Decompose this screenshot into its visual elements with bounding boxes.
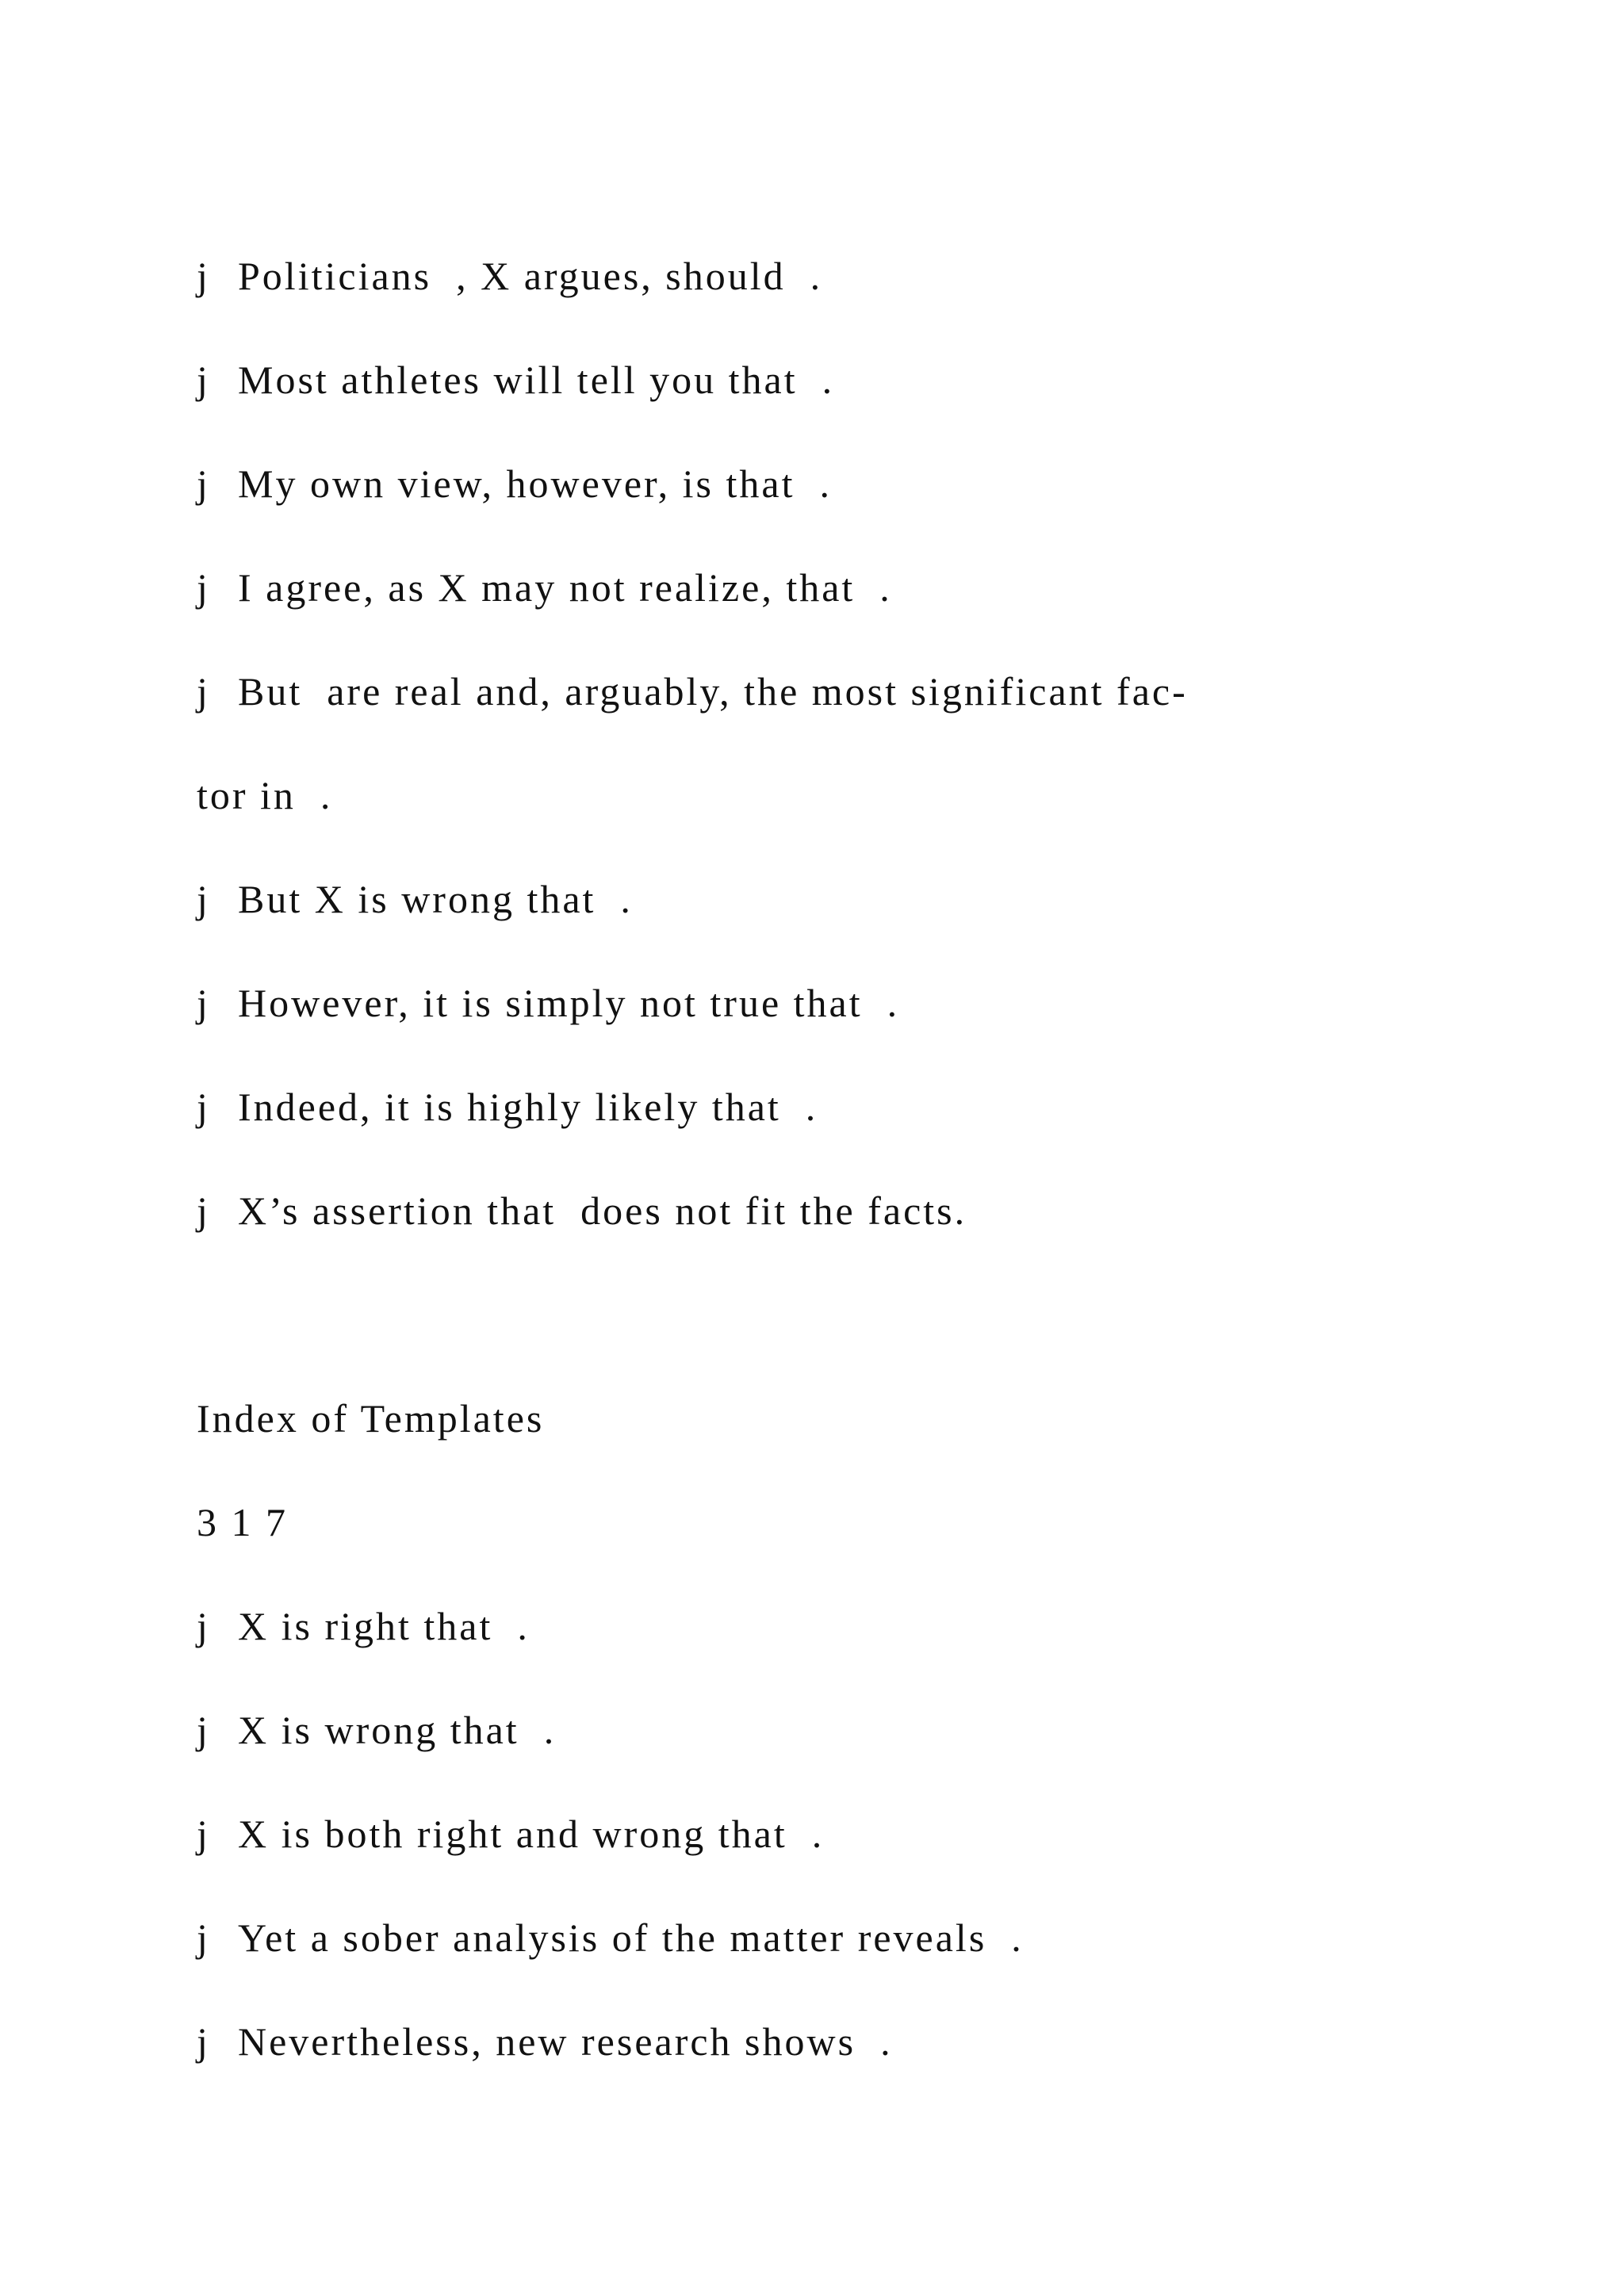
template-line [197, 356, 834, 404]
bullet-marker: j [197, 358, 210, 402]
template-line [197, 1083, 818, 1131]
template-line [197, 979, 899, 1027]
template-text: However, it is simply not true that . [238, 981, 900, 1025]
template-continuation: tor in . [197, 773, 333, 817]
template-line [197, 252, 822, 300]
template-line [197, 1187, 967, 1234]
template-line [197, 564, 892, 611]
template-text: X is both right and wrong that . [238, 1812, 825, 1856]
template-line [197, 875, 633, 923]
template-line [197, 1706, 556, 1754]
template-text: X is right that . [238, 1604, 530, 1648]
bullet-marker: j [197, 981, 210, 1025]
running-head: Index of Templates [197, 1396, 545, 1441]
template-text: I agree, as X may not realize, that . [238, 565, 892, 610]
template-text: Yet a sober analysis of the matter reveals . [238, 1915, 1024, 1960]
template-line [197, 2018, 893, 2065]
template-text: My own view, however, is that . [238, 461, 832, 506]
template-text: X’s assertion that does not fit the facts. [238, 1188, 967, 1233]
bullet-marker: j [197, 669, 210, 714]
bullet-marker: j [197, 1188, 210, 1233]
bullet-marker: j [197, 877, 210, 921]
template-text: X is wrong that . [238, 1708, 557, 1752]
bullet-marker: j [197, 1915, 210, 1960]
template-text: Most athletes will tell you that . [238, 358, 835, 402]
bullet-marker: j [197, 254, 210, 298]
template-line [197, 460, 832, 507]
template-line [197, 1602, 530, 1650]
template-line [197, 1810, 824, 1858]
template-text: But X is wrong that . [238, 877, 633, 921]
bullet-marker: j [197, 2019, 210, 2064]
template-text: Nevertheless, new research shows . [238, 2019, 893, 2064]
page-number: 3 1 7 [197, 1500, 288, 1544]
bullet-marker: j [197, 1812, 210, 1856]
bullet-marker: j [197, 1604, 210, 1648]
template-text: But are real and, arguably, the most significant fac- [238, 669, 1188, 714]
template-line [197, 668, 1188, 715]
bullet-marker: j [197, 1085, 210, 1129]
bullet-marker: j [197, 565, 210, 610]
bullet-marker: j [197, 1708, 210, 1752]
template-text: Indeed, it is highly likely that . [238, 1085, 818, 1129]
bullet-marker: j [197, 461, 210, 506]
template-line [197, 1914, 1024, 1961]
template-text: Politicians , X argues, should . [238, 254, 823, 298]
